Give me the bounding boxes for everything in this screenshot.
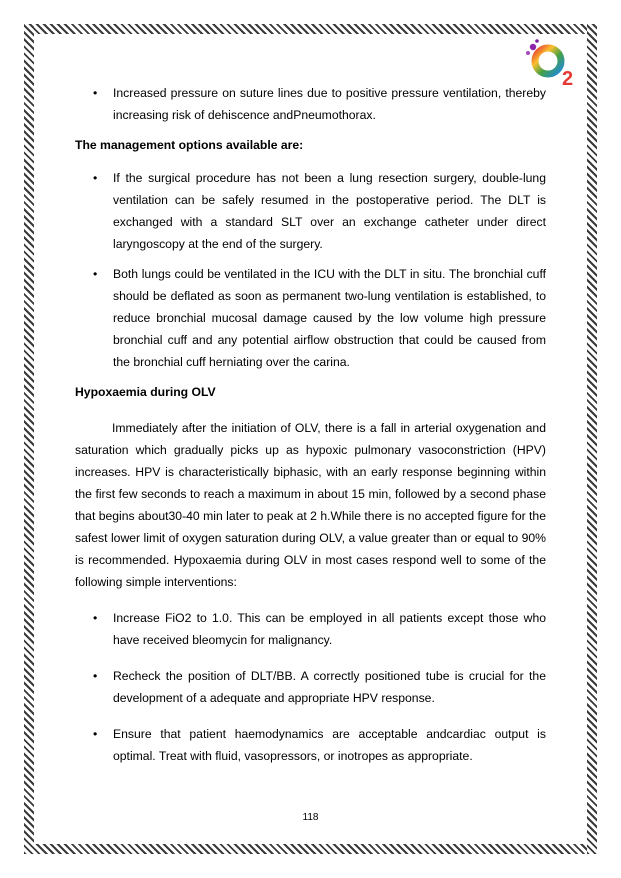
list-item: • Ensure that patient haemodynamics are acceptable andcardiac output is optimal. Treat with fluid, vasopressors, or inotropes as appropriate. — [75, 723, 546, 767]
list-item: • Increased pressure on suture lines due to positive pressure ventilation, thereby increasing risk of dehiscence andPneumothorax. — [75, 82, 546, 126]
list-item: • Recheck the position of DLT/BB. A correctly positioned tube is crucial for the development of a adequate and appropriate HPV response. — [75, 665, 546, 709]
list-item: • Increase FiO2 to 1.0. This can be employed in all patients except those who have received bleomycin for malignancy. — [75, 607, 546, 651]
intro-bullet-list — [75, 82, 546, 126]
list-item: • Both lungs could be ventilated in the ICU with the DLT in situ. The bronchial cuff should be deflated as soon as permanent two-lung ventilation is established, to reduce bronchial mucosal damage caused by the low volume high pressure bronchial cuff and any potential airflow obstruction that could be caused from the bronchial cuff herniating over the carina. — [75, 263, 546, 373]
page-border-right — [587, 24, 597, 854]
list-item: • If the surgical procedure has not been a lung resection surgery, double-lung ventilation can be safely resumed in the postoperative period. The DLT is exchanged with a standard SLT over an exchange catheter under direct laryngoscopy at the end of the surgery. — [75, 167, 546, 255]
page-number: 118 — [302, 812, 319, 823]
logo-subscript: 2 — [562, 68, 574, 88]
management-heading: The management options available are: — [75, 138, 304, 152]
page-border-left — [24, 24, 34, 854]
page-border-bottom — [24, 844, 597, 854]
intervention-bullet-list — [75, 607, 546, 767]
management-bullet-list — [75, 167, 546, 373]
hypoxaemia-paragraph: Immediately after the initiation of OLV, there is a fall in arterial oxygenation and saturation which gradually picks up as hypoxic pulmonary vasoconstriction (HPV) increases. HPV is characteristically biphasic, with an early response beginning within the first few seconds to reach a maximum in about 15 min, followed by a second phase that begins about30-40 min later to peak at 2 h.While there is no accepted figure for the safest lower limit of oxygen saturation during OLV, a value greater than or equal to 90% is recommended. Hypoxaemia during OLV in most cases respond well to some of the following simple interventions: — [75, 421, 546, 589]
o2-logo-icon — [524, 38, 580, 88]
hypoxaemia-heading: Hypoxaemia during OLV — [75, 385, 216, 399]
document-body — [75, 82, 546, 767]
page-border-top — [24, 24, 597, 34]
